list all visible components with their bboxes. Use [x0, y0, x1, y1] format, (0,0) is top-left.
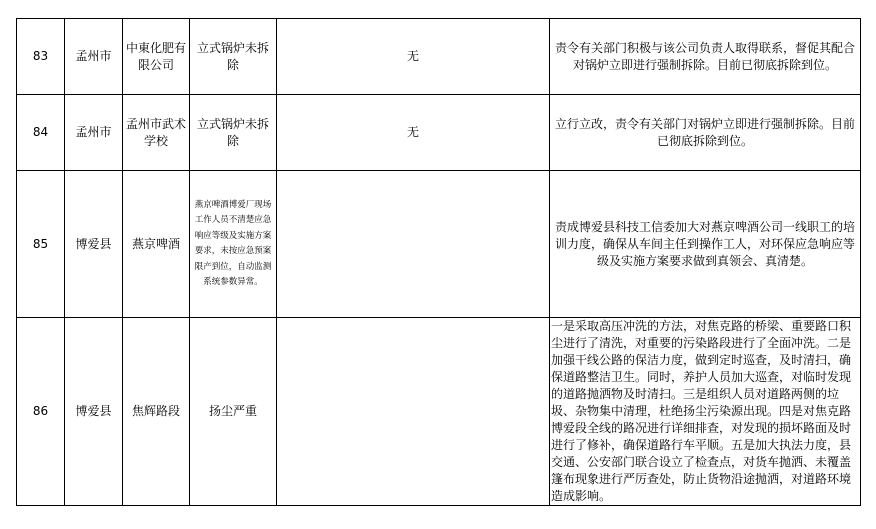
other-cell: 无: [277, 19, 550, 95]
entity-cell: 焦辉路段: [123, 318, 190, 506]
entity-cell: 孟州市武术学校: [123, 95, 190, 171]
region-cell: 孟州市: [65, 19, 123, 95]
row-number: 84: [17, 95, 65, 171]
rectification-table: [16, 18, 861, 506]
action-cell: 一是采取高压冲洗的方法，对焦克路的桥梁、重要路口积尘进行了清洗，对重要的污染路段进行了全面冲洗。二是加强干线公路的保洁力度，做到定时巡查，及时清扫，确保道路整洁卫生。同时，养护人员加大巡查，对临时发现的道路抛洒物及时清扫。三是组织人员对道路两侧的垃圾、杂物集中清理，杜绝扬尘污染源出现。四是对焦克路博爱段全线的路况进行详细排查，对发现的损坏路面及时进行了修补，确保道路行车平顺。五是加大执法力度，县交通、公安部门联合设立了检查点，对货车抛洒、未覆盖篷布现象进行严厉查处，防止货物沿途抛洒，对道路环境造成影响。: [550, 318, 861, 506]
action-cell: 责令有关部门积极与该公司负责人取得联系，督促其配合对锅炉立即进行强制拆除。目前已彻底拆除到位。: [550, 19, 861, 95]
action-cell: 责成博爱县科技工信委加大对燕京啤酒公司一线职工的培训力度，确保从车间主任到操作工人，对环保应急响应等级及实施方案要求做到真领会、真清楚。: [550, 171, 861, 318]
issue-cell: 扬尘严重: [190, 318, 277, 506]
region-cell: 博爱县: [65, 318, 123, 506]
other-cell: [277, 318, 550, 506]
table-row: [17, 95, 861, 171]
region-cell: 孟州市: [65, 95, 123, 171]
region-cell: 博爱县: [65, 171, 123, 318]
entity-cell: 燕京啤酒: [123, 171, 190, 318]
entity-cell: 中東化肥有限公司: [123, 19, 190, 95]
table-row: [17, 171, 861, 318]
row-number: 83: [17, 19, 65, 95]
issue-cell: 立式锅炉未拆除: [190, 19, 277, 95]
other-cell: 无: [277, 95, 550, 171]
row-number: 86: [17, 318, 65, 506]
issue-cell: 燕京啤酒博爱厂现场工作人员不清楚应急响应等级及实施方案要求，未按应急预案限产到位，自动监测系统参数异常。: [190, 171, 277, 318]
table-row: [17, 318, 861, 506]
issue-cell: 立式锅炉未拆除: [190, 95, 277, 171]
other-cell: [277, 171, 550, 318]
action-cell: 立行立改，责令有关部门对锅炉立即进行强制拆除。目前已彻底拆除到位。: [550, 95, 861, 171]
row-number: 85: [17, 171, 65, 318]
table-row: [17, 19, 861, 95]
